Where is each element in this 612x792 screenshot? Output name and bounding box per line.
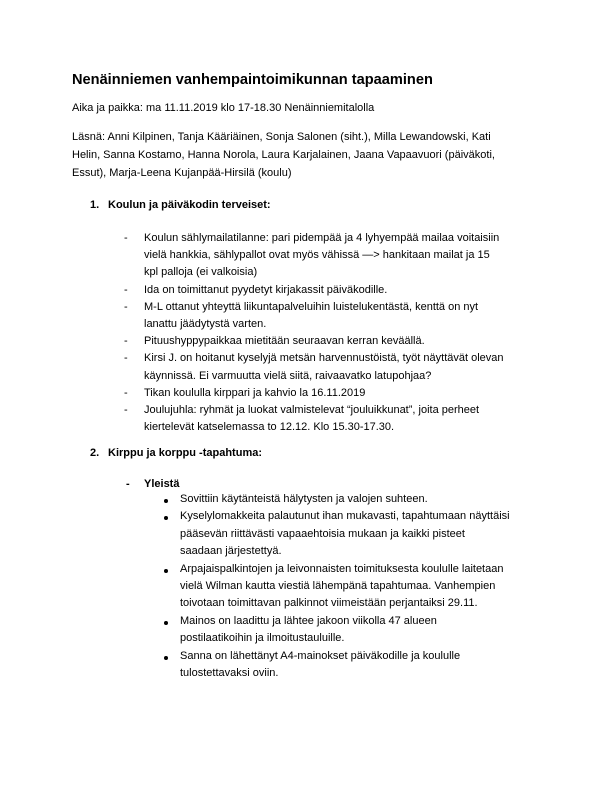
list-marker-dash: - [124, 352, 128, 365]
list-item-line: Sovittiin käytänteistä hälytysten ja valojen suhteen. [180, 493, 428, 505]
list-item-line: vielä hankkia, sählypallot ovat myös vähissä —> hankitaan mailat ja 15 [144, 249, 490, 262]
list-item-line: toivotaan toimittavan palkinnot viimeistään perjantaiksi 29.11. [180, 597, 478, 610]
time-place: Aika ja paikka: ma 11.11.2019 klo 17-18.30 Nenäinniemitalolla [72, 102, 375, 114]
bullet-icon [164, 569, 168, 573]
list-item-line: postilaatikoihin ja ilmoitustauluille. [180, 632, 345, 645]
list-item-line: kpl palloja (ei valkoisia) [144, 266, 258, 279]
list-item-line: käynnissä. Ei varmuutta vielä siitä, raivaavatko latupohjaa? [144, 369, 432, 382]
section-number: 2. [90, 447, 100, 459]
list-item-line: M-L ottanut yhteyttä liikuntapalveluihin luistelukentästä, kenttä on nyt [144, 300, 479, 313]
list-item-line: Joulujuhla: ryhmät ja luokat valmistelevat “jouluikkunat”, joita perheet [144, 404, 480, 416]
list-marker-dash: - [124, 404, 128, 416]
list-marker-dash: - [124, 300, 128, 313]
list-item-line: vielä Wilman kautta viestiä lähempänä tapahtumaa. Vanhempien [180, 580, 496, 592]
list-marker-dash: - [126, 478, 130, 490]
list-item-line: Arpajaispalkintojen ja leivonnaisten toimituksesta koululle laitetaan [180, 562, 504, 575]
bullet-icon [164, 499, 168, 503]
list-item-line: Kyselylomakkeita palautunut ihan mukavasti, tapahtumaan näyttäisi [180, 510, 510, 523]
list-marker-dash: - [124, 232, 128, 244]
list-item-line: saadaan järjestettyä. [180, 545, 282, 558]
list-item-line: tulostettavaksi oviin. [180, 667, 279, 679]
attendees-line: Helin, Sanna Kostamo, Hanna Norola, Laura Karjalainen, Jaana Vapaavuori (päiväkoti, [72, 149, 495, 161]
list-marker-dash: - [124, 386, 128, 399]
list-item-line: pääsevän riittävästi vapaaehtoisia mukaan ja kaikki pisteet [180, 527, 465, 540]
list-marker-dash: - [124, 335, 128, 348]
bullet-icon [164, 656, 168, 660]
bullet-icon [164, 516, 168, 520]
bullet-icon [164, 621, 168, 625]
list-item-line: Kirsi J. on hoitanut kyselyjä metsän harvennustöistä, työt näyttävät olevan [144, 352, 504, 365]
list-item-line: Pituushyppypaikkaa mietitään seuraavan kerran keväällä. [144, 335, 425, 348]
list-item-line: lanattu jäädytystä varten. [144, 318, 267, 330]
list-item-line: Ida on toimittanut pyydetyt kirjakassit päiväkodille. [144, 283, 388, 296]
section-heading: Kirppu ja korppu -tapahtuma: [108, 447, 262, 459]
list-item-line: Koulun sählymailatilanne: pari pidempää ja 4 lyhyempää mailaa voitaisiin [144, 232, 500, 244]
list-item-line: Tikan koululla kirppari ja kahvio la 16.11.2019 [144, 386, 366, 399]
document-title: Nenäinniemen vanhempaintoimikunnan tapaaminen [72, 72, 433, 88]
attendees-line: Essut), Marja-Leena Kujanpää-Hirsilä (koulu) [72, 167, 292, 179]
list-item-line: Mainos on laadittu ja lähtee jakoon viikolla 47 alueen [180, 614, 437, 627]
subsection-heading: Yleistä [144, 478, 180, 490]
attendees-line: Läsnä: Anni Kilpinen, Tanja Kääriäinen, Sonja Salonen (siht.), Milla Lewandowski, Kati [72, 131, 491, 143]
list-marker-dash: - [124, 283, 128, 296]
section-number: 1. [90, 199, 100, 211]
section-heading: Koulun ja päiväkodin terveiset: [108, 199, 271, 211]
list-item-line: Sanna on lähettänyt A4-mainokset päiväkodille ja koululle [180, 649, 461, 662]
list-item-line: kiertelevät katselemassa to 12.12. Klo 15.30-17.30. [144, 421, 395, 434]
